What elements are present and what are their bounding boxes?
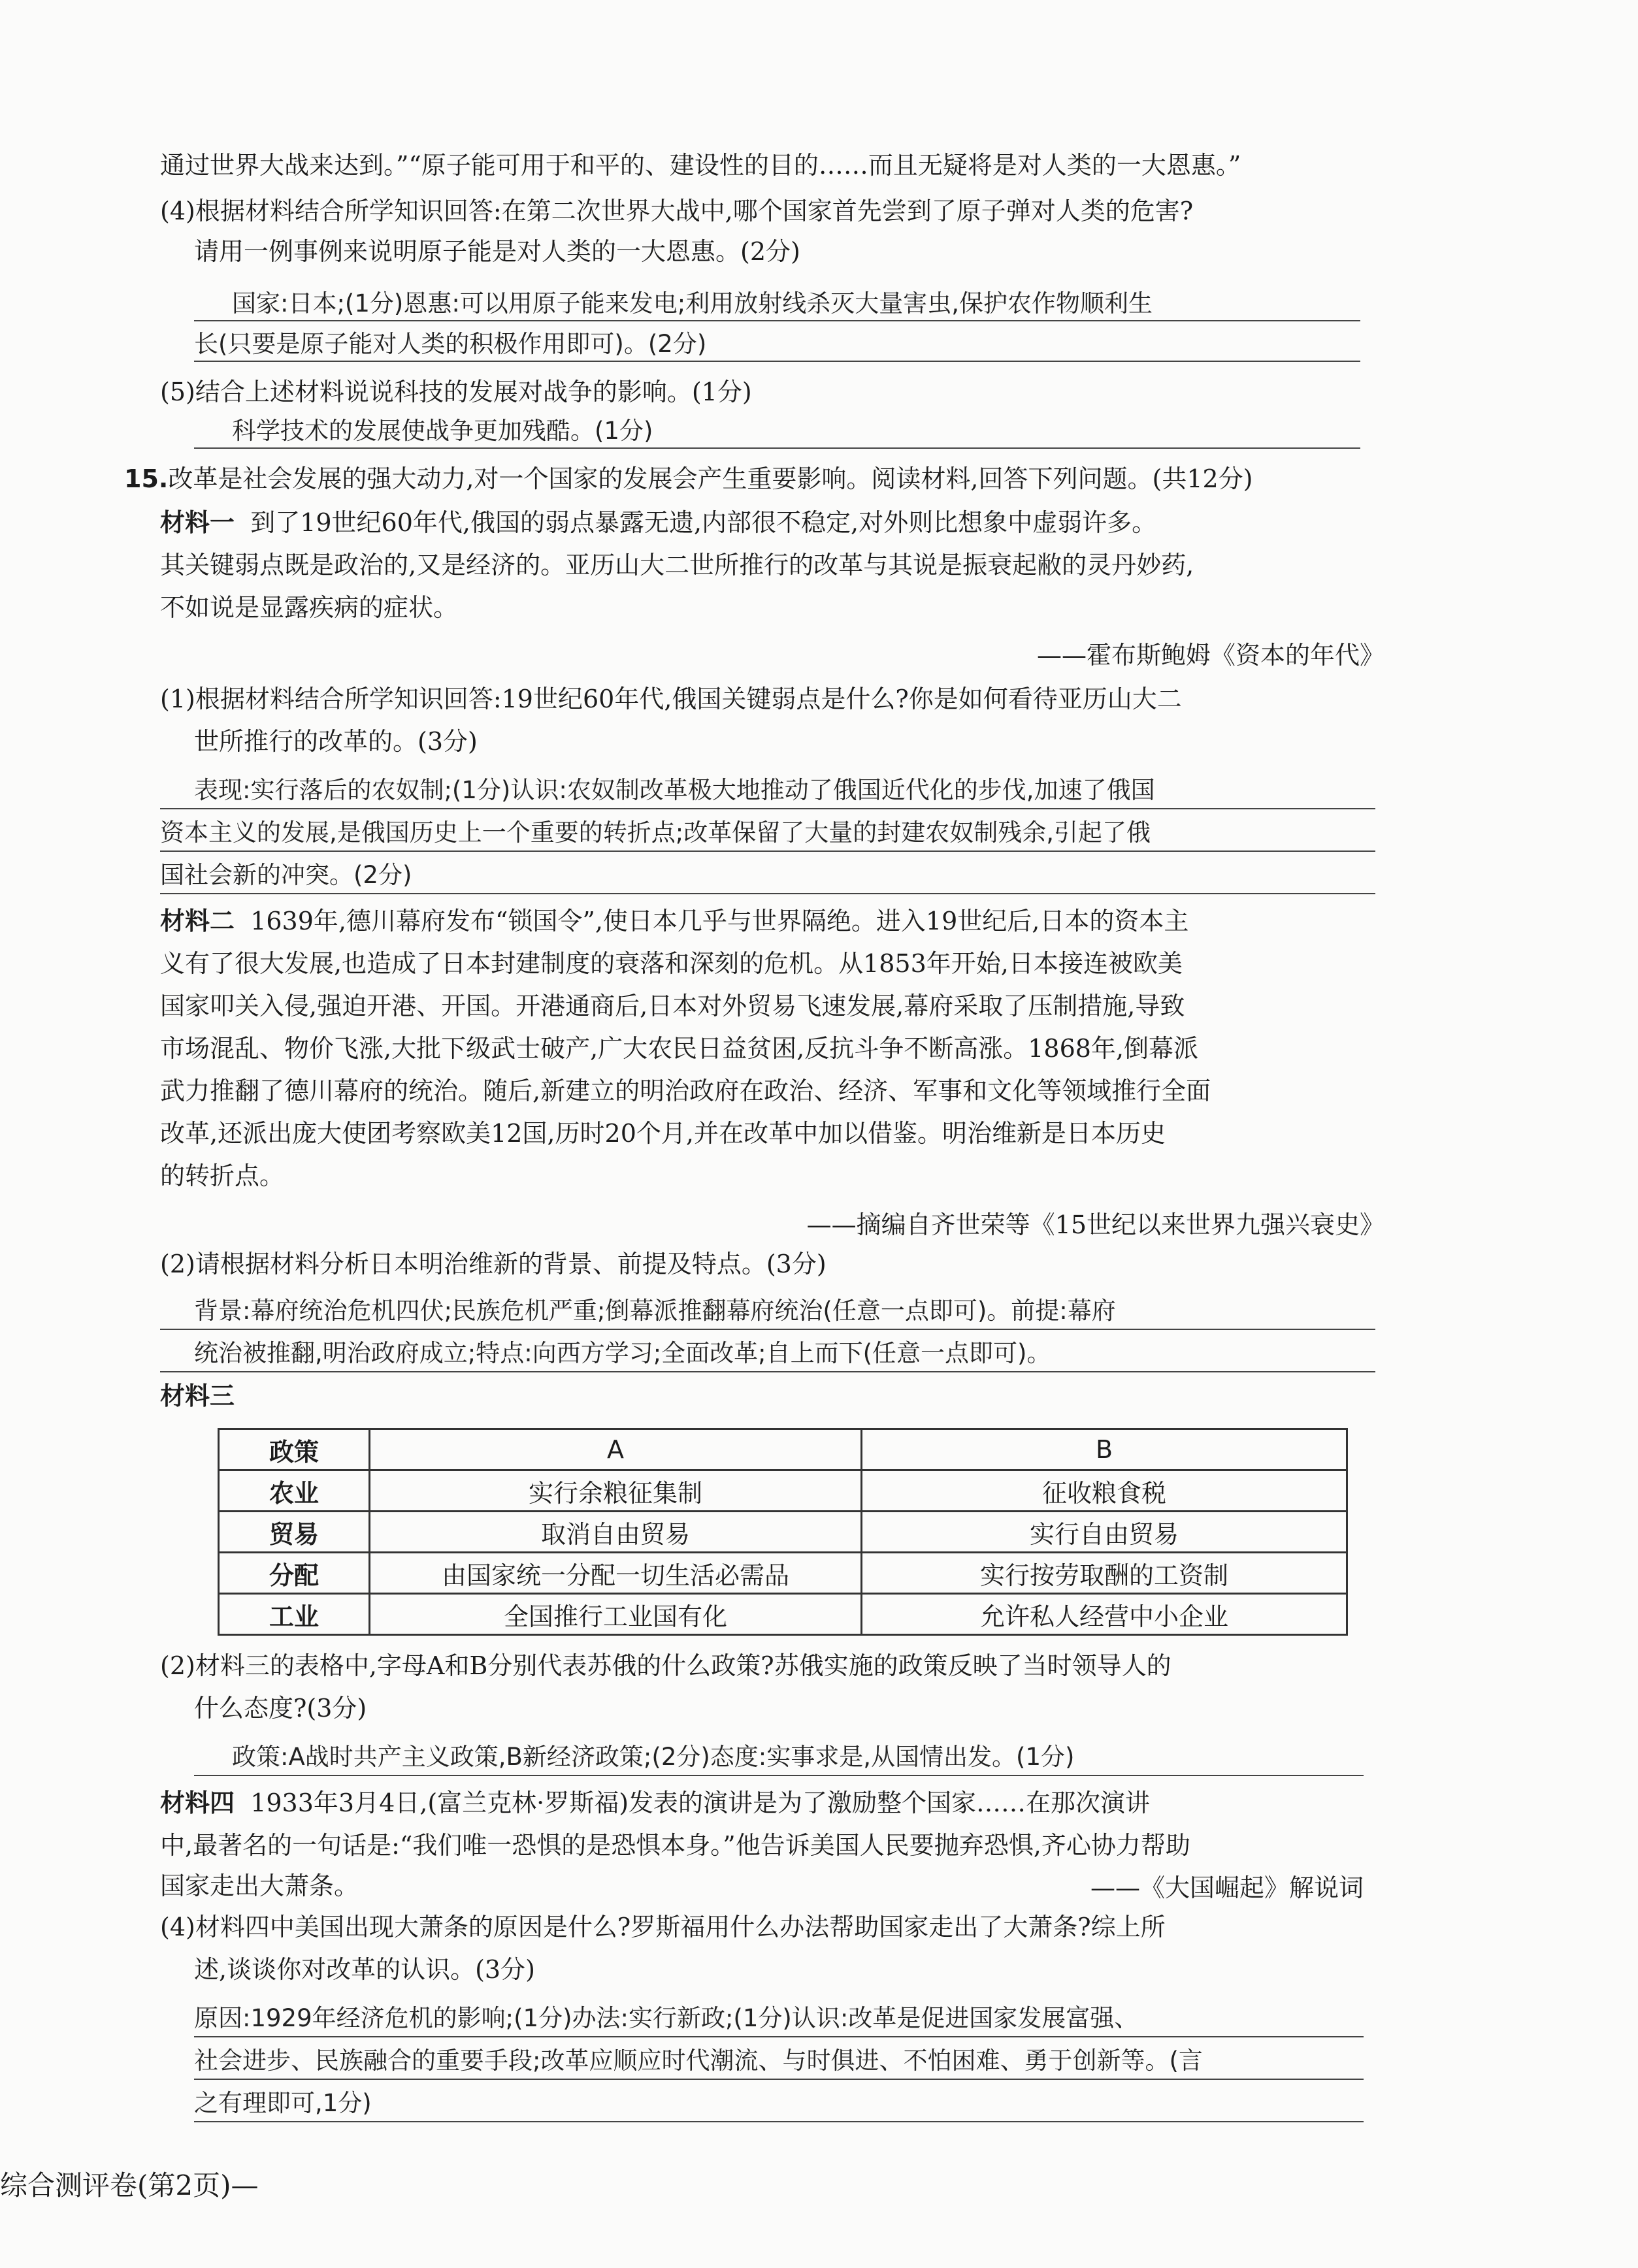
material-3-label: 材料三 <box>160 1381 235 1410</box>
table-row-header: 农业 <box>219 1470 370 1512</box>
answer-4-line1: 国家:日本;(1分)恩惠:可以用原子能来发电;利用放射线杀灭大量害虫,保护农作物顺利生 <box>232 289 1153 317</box>
material-2-line3: 国家叩关入侵,强迫开港、开国。开港通商后,日本对外贸易飞速发展,幕府采取了压制措施,导致 <box>160 992 1185 1020</box>
material-4-line2: 中,最著名的一句话是:“我们唯一恐惧的是恐惧本身。”他告诉美国人民要抛弃恐惧,齐心协力帮助 <box>160 1831 1190 1860</box>
question-4b-cont: 述,谈谈你对改革的认识。(3分) <box>194 1955 535 1984</box>
question-3-cont: 什么态度?(3分) <box>194 1694 367 1723</box>
material-2-line6: 改革,还派出庞大使团考察欧美12国,历时20个月,并在改革中加以借鉴。明治维新是日本历史 <box>160 1119 1166 1148</box>
table-cell: 征收粮食税 <box>862 1470 1347 1512</box>
material-2-line7: 的转折点。 <box>160 1161 285 1190</box>
answer-1-line1: 表现:实行落后的农奴制;(1分)认识:农奴制改革极大地推动了俄国近代化的步伐,加速了俄国 <box>194 776 1155 804</box>
table-cell: 全国推行工业国有化 <box>370 1594 862 1635</box>
material-label: 材料二 <box>160 906 235 935</box>
answer-underline <box>194 2036 1364 2037</box>
table-cell: 允许私人经营中小企业 <box>862 1594 1347 1635</box>
material-1-line1 <box>160 506 1156 539</box>
answer-3: 政策:A战时共产主义政策,B新经济政策;(2分)态度:实事求是,从国情出发。(1分) <box>232 1743 1075 1771</box>
material-4-line1 <box>160 1787 1150 1819</box>
material-4-source: ——《大国崛起》解说词 <box>1090 1873 1364 1902</box>
table-row <box>219 1594 1347 1635</box>
question-4: (4)根据材料结合所学知识回答:在第二次世界大战中,哪个国家首先尝到了原子弹对人类的危害? <box>160 197 1194 225</box>
table-cell: 取消自由贸易 <box>370 1512 862 1553</box>
table-header-row <box>219 1429 1347 1470</box>
material-1-source: ——霍布斯鲍姆《资本的年代》 <box>1036 641 1384 670</box>
table-row-header: 工业 <box>219 1594 370 1635</box>
material-label: 材料四 <box>160 1788 235 1817</box>
answer-1-line3: 国社会新的冲突。(2分) <box>160 861 412 889</box>
material-text: 到了19世纪60年代,俄国的弱点暴露无遗,内部很不稳定,对外则比想象中虚弱许多。 <box>250 508 1157 537</box>
table-row-header: 分配 <box>219 1553 370 1594</box>
material-text: 1639年,德川幕府发布“锁国令”,使日本几乎与世界隔绝。进入19世纪后,日本的资本主 <box>250 907 1189 935</box>
answer-underline <box>160 808 1375 809</box>
policy-table <box>218 1428 1348 1636</box>
answer-underline <box>194 361 1360 362</box>
answer-1-line2: 资本主义的发展,是俄国历史上一个重要的转折点;改革保留了大量的封建农奴制残余,引起了俄 <box>160 818 1151 847</box>
answer-4b-line1: 原因:1929年经济危机的影响;(1分)办法:实行新政;(1分)认识:改革是促进国家发展富强、 <box>194 2004 1139 2032</box>
answer-5: 科学技术的发展使战争更加残酷。(1分) <box>232 417 653 445</box>
material-label: 材料一 <box>160 508 235 537</box>
answer-underline <box>160 1329 1375 1330</box>
question-stem: 改革是社会发展的强大动力,对一个国家的发展会产生重要影响。阅读材料,回答下列问题。(共12分) <box>168 464 1253 493</box>
table-cell: 实行自由贸易 <box>862 1512 1347 1553</box>
question-5: (5)结合上述材料说说科技的发展对战争的影响。(1分) <box>160 378 752 406</box>
answer-2-line2: 统治被推翻,明治政府成立;特点:向西方学习;全面改革;自上而下(任意一点即可)。 <box>194 1339 1051 1367</box>
table-header-cell: A <box>370 1429 862 1470</box>
table-cell: 由国家统一分配一切生活必需品 <box>370 1553 862 1594</box>
material-2-line4: 市场混乱、物价飞涨,大批下级武士破产,广大农民日益贫困,反抗斗争不断高涨。1868年,倒幕派 <box>160 1034 1199 1063</box>
question-number: 15. <box>124 464 169 493</box>
question-3: (2)材料三的表格中,字母A和B分别代表苏俄的什么政策?苏俄实施的政策反映了当时领导人的 <box>160 1651 1171 1680</box>
page-footer: 综合测评卷(第2页)— <box>0 2169 259 2201</box>
answer-underline <box>194 320 1360 321</box>
table-row <box>219 1512 1347 1553</box>
table-header-cell: B <box>862 1429 1347 1470</box>
answer-underline <box>160 1371 1375 1372</box>
answer-underline <box>160 893 1375 894</box>
table-header-cell: 政策 <box>219 1429 370 1470</box>
question-15-stem <box>124 462 1253 495</box>
answer-underline <box>194 447 1360 449</box>
answer-underline <box>194 2079 1364 2080</box>
answer-underline <box>194 1775 1364 1776</box>
question-1: (1)根据材料结合所学知识回答:19世纪60年代,俄国关键弱点是什么?你是如何看待亚历山大二 <box>160 685 1182 713</box>
answer-underline <box>160 850 1375 852</box>
material-1-line3: 不如说是显露疾病的症状。 <box>160 593 459 622</box>
material-4-line3: 国家走出大萧条。 <box>160 1871 359 1900</box>
table-row-header: 贸易 <box>219 1512 370 1553</box>
material-1-line2: 其关键弱点既是政治的,又是经济的。亚历山大二世所推行的改革与其说是振衰起敝的灵丹妙药, <box>160 551 1194 579</box>
text-line: 通过世界大战来达到。”“原子能可用于和平的、建设性的目的……而且无疑将是对人类的一大恩惠。” <box>160 151 1241 180</box>
answer-underline <box>194 2121 1364 2122</box>
answer-4b-line3: 之有理即可,1分) <box>194 2089 372 2117</box>
answer-4-line2: 长(只要是原子能对人类的积极作用即可)。(2分) <box>194 330 707 358</box>
question-4-cont: 请用一例事例来说明原子能是对人类的一大恩惠。(2分) <box>194 237 800 266</box>
answer-4b-line2: 社会进步、民族融合的重要手段;改革应顺应时代潮流、与时俱进、不怕困难、勇于创新等。(言 <box>194 2047 1203 2075</box>
question-4b: (4)材料四中美国出现大萧条的原因是什么?罗斯福用什么办法帮助国家走出了大萧条?综上所 <box>160 1913 1166 1941</box>
question-1-cont: 世所推行的改革的。(3分) <box>194 727 478 756</box>
table-row <box>219 1470 1347 1512</box>
question-2: (2)请根据材料分析日本明治维新的背景、前提及特点。(3分) <box>160 1250 827 1278</box>
table-row <box>219 1553 1347 1594</box>
table-cell: 实行余粮征集制 <box>370 1470 862 1512</box>
answer-2-line1: 背景:幕府统治危机四伏;民族危机严重;倒幕派推翻幕府统治(任意一点即可)。前提:幕府 <box>194 1297 1116 1325</box>
material-2-line1 <box>160 905 1188 937</box>
material-2-line2: 义有了很大发展,也造成了日本封建制度的衰落和深刻的危机。从1853年开始,日本接连被欧美 <box>160 949 1183 978</box>
material-2-source: ——摘编自齐世荣等《15世纪以来世界九强兴衰史》 <box>806 1210 1384 1239</box>
material-text: 1933年3月4日,(富兰克林·罗斯福)发表的演讲是为了激励整个国家……在那次演讲 <box>250 1789 1151 1817</box>
material-2-line5: 武力推翻了德川幕府的统治。随后,新建立的明治政府在政治、经济、军事和文化等领域推行全面 <box>160 1077 1211 1105</box>
table-cell: 实行按劳取酬的工资制 <box>862 1553 1347 1594</box>
